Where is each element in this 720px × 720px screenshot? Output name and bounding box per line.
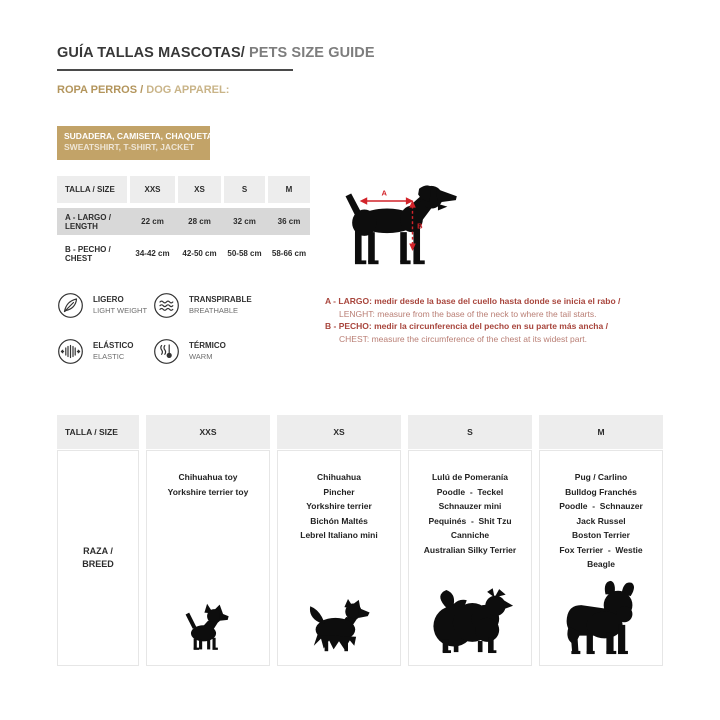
breed-header-xs: XS — [277, 415, 401, 449]
raza-label-line2: BREED — [82, 559, 114, 569]
page-title — [57, 44, 375, 71]
breed-item: Canniche — [450, 530, 490, 540]
breed-header-m: M — [539, 415, 663, 449]
breed-table-body — [57, 450, 663, 666]
breed-header-xxs: XXS — [146, 415, 270, 449]
breed-item: Australian Silky Terrier — [423, 544, 517, 555]
breed-item: Fox Terrier - Westie — [559, 544, 643, 555]
breed-item: Poodle - Schnauzer — [559, 501, 643, 511]
feature-lightweight — [57, 292, 147, 319]
breed-item: Poodle - Teckel — [436, 486, 504, 497]
measurement-diagram — [338, 180, 470, 272]
feature-label-en: WARM — [189, 351, 213, 361]
table-cell: 22 cm — [141, 217, 164, 226]
feature-label-es: LIGERO — [93, 295, 124, 304]
breed-header-s: S — [408, 415, 532, 449]
breed-item: Pincher — [323, 486, 355, 497]
category-box — [57, 126, 216, 160]
yorkshire-silhouette — [303, 597, 375, 655]
feature-label-es: ELÁSTICO — [93, 341, 134, 350]
breed-item: Schnauzer mini — [438, 501, 502, 511]
category-line-es: SUDADERA, CAMISETA, CHAQUETA/ — [64, 131, 216, 141]
breed-item: Beagle — [587, 559, 615, 569]
instruction-line-normal: LENGHT: measure from the base of the neck to where the tail starts. — [339, 308, 597, 319]
category-line-en: SWEATSHIRT, T-SHIRT, JACKET — [64, 141, 195, 152]
breed-list — [409, 451, 531, 557]
title-spanish: GUÍA TALLAS MASCOTAS/ — [57, 45, 245, 61]
breed-column-xxs — [146, 450, 270, 666]
table-cell: 34-42 cm — [135, 249, 170, 258]
subtitle — [57, 84, 229, 96]
feature-label-en: BREATHABLE — [189, 305, 239, 315]
breed-item: Chihuahua toy — [178, 472, 238, 482]
breed-column-xs — [277, 450, 401, 666]
table-cell: 50-58 cm — [227, 249, 262, 258]
chihuahua-silhouette — [181, 601, 235, 653]
feature-label-es: TRANSPIRABLE — [189, 295, 252, 304]
elastic-icon — [57, 338, 84, 365]
label-b: B — [417, 221, 423, 231]
breed-column-m — [539, 450, 663, 666]
breed-item: Yorkshire terrier — [306, 501, 372, 511]
feature-thermal — [153, 338, 226, 365]
instruction-line-normal: CHEST: measure the circumference of the chest at its widest part. — [339, 333, 588, 344]
raza-label-line1: RAZA / — [83, 546, 113, 556]
feather-icon — [57, 292, 84, 319]
size-header-s: S — [224, 176, 265, 203]
breed-list — [147, 451, 269, 499]
feature-label-en: ELASTIC — [93, 351, 125, 361]
measuring-instructions — [325, 295, 655, 345]
label-a: A — [381, 188, 387, 198]
breed-item: Bulldog Franchés — [565, 486, 637, 497]
row-label: B - PECHO / CHEST — [65, 244, 111, 263]
row-label: A - LARGO / LENGTH — [65, 212, 111, 231]
thermal-icon — [153, 338, 180, 365]
breathable-icon — [153, 292, 180, 319]
breed-item: Pequinés - Shit Tzu — [428, 515, 512, 526]
breed-item: Lulú de Pomeranía — [431, 472, 509, 482]
measure-arrow-a — [360, 188, 414, 204]
breed-item: Chihuahua — [317, 472, 361, 482]
breed-list — [540, 451, 662, 572]
instruction-line-bold: A - LARGO: medir desde la base del cuello hasta donde se inicia el rabo / — [325, 296, 621, 306]
pomeranian-silhouette — [426, 587, 514, 657]
subtitle-spanish: ROPA PERROS / — [57, 84, 147, 96]
table-cell: 36 cm — [277, 217, 301, 226]
table-cell: 28 cm — [188, 217, 211, 226]
table-cell: 58-66 cm — [271, 249, 307, 258]
breed-item: Bichón Maltés — [310, 515, 368, 526]
breed-col-header: TALLA / SIZE — [57, 415, 139, 449]
feature-label-es: TÉRMICO — [189, 341, 226, 350]
labrador-silhouette — [338, 180, 470, 272]
size-header-xs: XS — [178, 176, 221, 203]
size-row-chest — [57, 240, 310, 267]
breed-item: Lebrel Italiano mini — [300, 530, 378, 540]
size-row-length — [57, 208, 310, 235]
breed-list — [278, 451, 400, 543]
feature-elastic — [57, 338, 133, 365]
breed-table — [57, 415, 663, 666]
title-english: PETS SIZE GUIDE — [244, 45, 375, 61]
feature-breathable — [153, 292, 252, 319]
feature-label-en: LIGHT WEIGHT — [93, 305, 148, 315]
size-header-m: M — [268, 176, 310, 203]
raza-breed-cell — [57, 450, 139, 666]
size-table-header-row — [57, 176, 310, 203]
french-bulldog-silhouette — [556, 580, 646, 659]
table-cell: 42-50 cm — [182, 249, 217, 258]
breed-column-s — [408, 450, 532, 666]
breed-item: Pug / Carlino — [574, 472, 628, 482]
breed-item: Yorkshire terrier toy — [167, 486, 249, 497]
size-table — [57, 176, 310, 272]
breed-item: Jack Russel — [576, 515, 626, 526]
breed-item: Boston Terrier — [572, 530, 630, 540]
table-cell: 32 cm — [233, 217, 256, 226]
size-col-header: TALLA / SIZE — [57, 176, 127, 203]
breed-table-header — [57, 415, 663, 449]
size-header-xxs: XXS — [130, 176, 175, 203]
instruction-line-bold: B - PECHO: medir la circunferencia del pecho en su parte más ancha / — [325, 321, 608, 331]
subtitle-english: DOG APPAREL: — [146, 84, 230, 96]
